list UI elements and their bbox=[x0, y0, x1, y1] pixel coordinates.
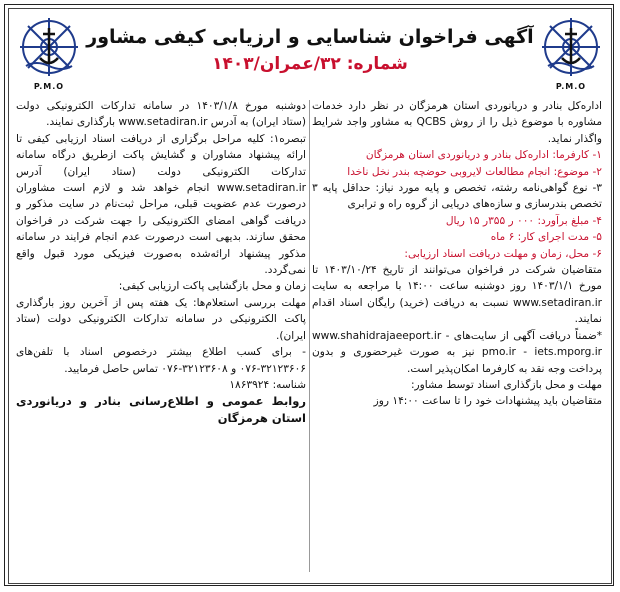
logo-caption: P.M.O bbox=[33, 82, 65, 91]
page-title: آگهی فراخوان شناسایی و ارزیابی کیفی مشاور bbox=[86, 26, 534, 48]
column-divider bbox=[309, 100, 310, 572]
item-employer: ۱- کارفرما: اداره‌کل بنادر و دریانوردی استان هرمزگان bbox=[365, 149, 602, 162]
signature: روابط عمومی و اطلاع‌رسانی بنادر و دریانوردی استان هرمزگان bbox=[16, 394, 306, 425]
review-deadline-paragraph: مهلت بررسی استعلام‌ها: یک هفته پس از آخرین روز بارگذاری پاکت الکترونیکی در سامانه تدارکات الکترونیکی دولت (ستاد ایران). bbox=[16, 296, 306, 342]
opening-time-paragraph: زمان و محل بازگشایی پاکت ارزیابی کیفی: bbox=[118, 280, 306, 293]
item-subject: ۲- موضوع: انجام مطالعات لایروبی حوضچه بندر نخل ناخدا bbox=[347, 165, 602, 178]
item-documents-place: ۶- محل، زمان و مهلت دریافت اسناد ارزیابی: bbox=[404, 247, 602, 260]
intro-paragraph: اداره‌کل بنادر و دریانوردی استان هرمزگان در نظر دارد خدمات مشاوره با موضوع ذیل را از روش QCBS به مشاور واجد شرایط واگذار نماید. bbox=[312, 100, 602, 145]
note-paragraph: تبصره۱: کلیه مراحل برگزاری از دریافت اسناد ارزیابی کیفی تا ارائه پیشنهاد مشاوران و گشایش پاکت ازطریق درگاه سامانه تدارکات الکترونیکی دولت (ستاد ایران) آدرس www.setadiran.ir انجام خواهد شد و لازم است مشاوران درصورت عدم عضویت قبلی، مراحل ثبت‌نام در سایت مذکور و دریافت گواهی امضای الکترونیکی را جهت شرکت در فراخوان محقق سازند. بدیهی است درصورت عدم انجام فرایند در سامانه مذکور پیشنهاد ارائه‌شده به‌صورت فیزیکی مورد قبول واقع نمی‌گردد. bbox=[16, 132, 306, 277]
item-certificate: ۳- نوع گواهی‌نامه رشته، تخصص و پایه مورد نیاز: حداقل پایه ۳ تخصص بندرسازی و سازه‌های دریایی از گروه راه و ترابری bbox=[312, 182, 602, 211]
upload-deadline-paragraph: دوشنبه مورخ ۱۴۰۳/۱/۸ در سامانه تدارکات الکترونیکی دولت (ستاد ایران) به آدرس www.setadiran.ir بارگذاری نمایند. bbox=[16, 100, 306, 129]
sites-paragraph: *ضمناً دریافت آگهی از سایت‌های www.shahidrajaeeport.ir - pmo.ir - iets.mporg.ir نیز به صورت غیرحضوری و بدون پرداخت وجه نقد به کارفرما امکان‌پذیر است. bbox=[312, 329, 602, 375]
header bbox=[0, 0, 620, 91]
right-column bbox=[312, 98, 602, 410]
item-duration: ۵- مدت اجرای کار: ۶ ماه bbox=[490, 231, 602, 244]
anchor-ship-wheel-icon bbox=[16, 14, 82, 80]
logo-caption: P.M.O bbox=[555, 82, 587, 91]
notice-id: شناسه: ۱۸۶۳۹۲۴ bbox=[229, 378, 306, 391]
left-column bbox=[16, 98, 306, 426]
item-estimate: ۴- مبلغ برآورد: ۰۰۰ ر ۳۵۵ر ۱۵ ریال bbox=[445, 214, 602, 227]
deadline-paragraph: متقاضیان باید پیشنهادات خود را تا ساعت ۱۴:۰۰ روز bbox=[373, 395, 602, 408]
notice-number: شماره: ۳۲/عمران/۱۴۰۳ bbox=[212, 54, 408, 74]
contact-paragraph: - برای کسب اطلاع بیشتر درخصوص اسناد با تلفن‌های ۳۲۱۲۳۶۰۶-۰۷۶ و ۳۲۱۲۳۶۰۸-۰۷۶ تماس حاصل فرمایید. bbox=[16, 346, 306, 375]
pmo-logo-left bbox=[16, 14, 82, 92]
receipt-paragraph: متقاضیان شرکت در فراخوان می‌توانند از تاریخ ۱۴۰۳/۱۰/۲۴ تا مورخ ۱۴۰۳/۱/۱ روز دوشنبه ساعت ۱۴:۰۰ با مراجعه به سایت www.setadiran.ir نسبت به دریافت (خرید) رایگان اسناد اقدام نمایند. bbox=[312, 264, 602, 326]
upload-place-paragraph: مهلت و محل بازگذاری اسناد توسط مشاور: bbox=[410, 378, 602, 391]
